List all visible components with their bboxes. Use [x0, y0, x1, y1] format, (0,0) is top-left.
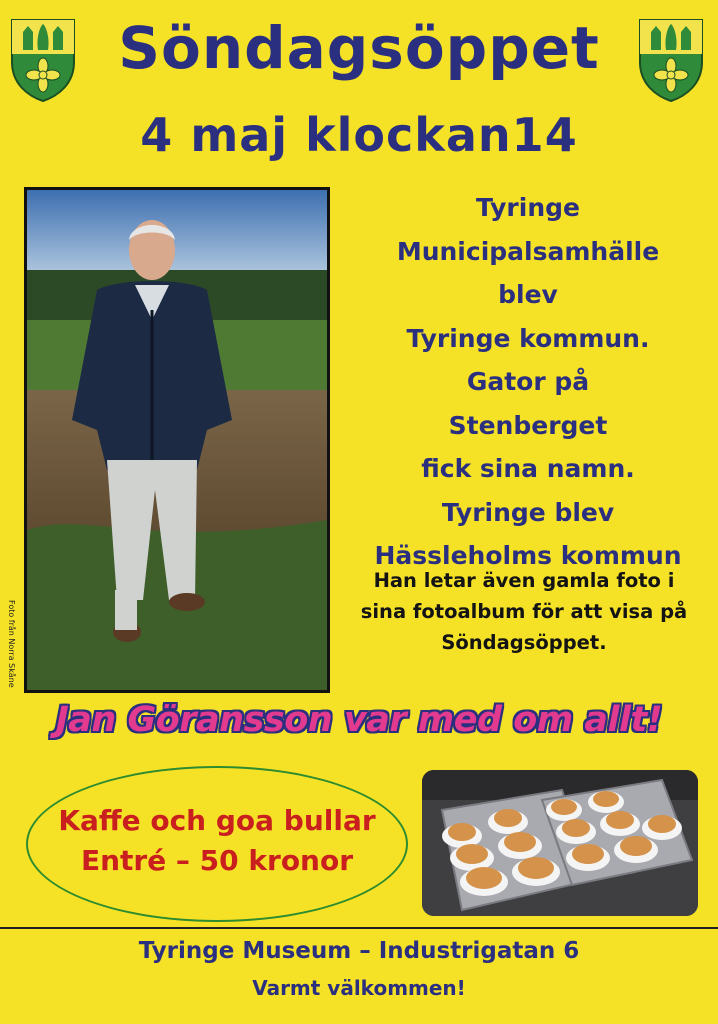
story-line: Tyringe kommun.	[406, 323, 650, 353]
venue-address: Tyringe Museum – Industrigatan 6	[138, 938, 580, 964]
headline-banner: Jan Göransson var med om allt!	[55, 700, 663, 740]
footer-divider	[0, 927, 718, 929]
story-line: Municipalsamhälle	[396, 236, 660, 266]
story-line: Tyringe	[476, 193, 580, 222]
buns-illustration	[422, 770, 698, 916]
welcome-text: Varmt välkommen!	[252, 976, 466, 1000]
event-date: 4 maj klockan14	[140, 108, 578, 162]
offer-oval	[26, 766, 408, 922]
story-text	[338, 186, 718, 578]
portrait-illustration	[27, 190, 327, 690]
photo-credit: Foto från Norra Skåne	[7, 600, 16, 688]
note-line: Han letar även gamla foto i	[373, 569, 675, 592]
buns-photo	[422, 770, 698, 916]
poster-title: Söndagsöppet	[118, 14, 600, 82]
note-line: sina fotoalbum för att visa på	[360, 600, 688, 623]
story-line: Stenberget	[448, 410, 608, 440]
offer-entry-price: Entré – 50 kronor	[80, 844, 354, 877]
note-line: Söndagsöppet.	[441, 631, 607, 654]
story-line: fick sina namn.	[421, 454, 635, 483]
story-line: Gator på	[466, 367, 590, 396]
story-line: blev	[498, 280, 558, 309]
portrait-photo	[24, 187, 330, 693]
story-line: Tyringe blev	[441, 497, 615, 527]
story-line: Hässleholms kommun	[374, 541, 682, 570]
offer-coffee: Kaffe och goa bullar	[58, 804, 376, 837]
photo-album-note	[332, 565, 716, 658]
